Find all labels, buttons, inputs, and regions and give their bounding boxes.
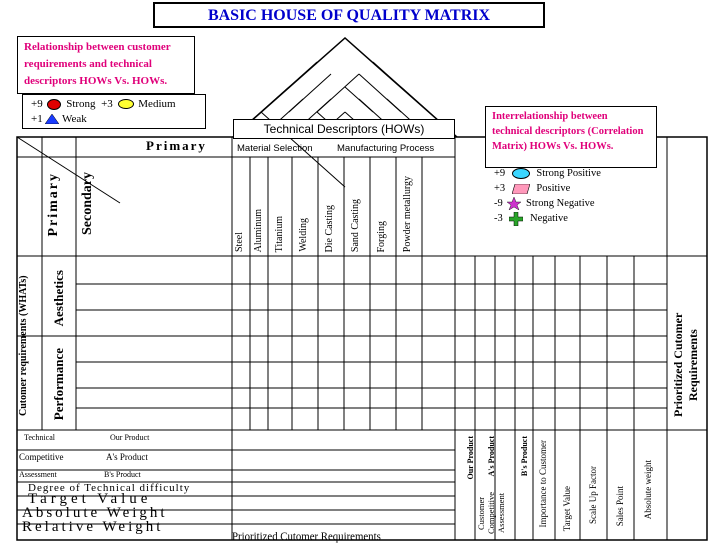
- oval-icon: [118, 99, 134, 109]
- absolute-weight-col: Absolute weight: [643, 460, 653, 520]
- triangle-icon: [45, 114, 59, 124]
- legend-strong-positive-value: +9: [494, 168, 506, 179]
- correlation-legend: [494, 166, 664, 226]
- customer-primary-label: Primary: [46, 172, 61, 237]
- tech-competitive-label-1: Technical: [24, 433, 55, 442]
- customer-secondary-label: Secondary: [80, 172, 95, 235]
- cross-icon: [509, 212, 523, 226]
- star-icon: [507, 197, 521, 210]
- col-die-casting: Die Casting: [324, 204, 335, 252]
- col-forging: Forging: [376, 220, 387, 252]
- performance-label: Performance: [51, 348, 66, 421]
- parallelogram-icon: [512, 184, 530, 194]
- col-titanium: Titanium: [274, 215, 285, 252]
- requirement-rows: [17, 284, 707, 430]
- legend-weak-label: Weak: [62, 113, 87, 125]
- our-product-row: Our Product: [110, 433, 150, 442]
- customer-requirements-label: Cutomer requirements (WHATs): [18, 275, 29, 417]
- legend-positive-value: +3: [494, 183, 506, 194]
- prioritized-customer-requirements-bottom: Prioritized Cutomer Requirements: [232, 529, 381, 543]
- legend-negative-label: Negative: [530, 213, 568, 224]
- legend-weak-value: +1: [31, 113, 43, 125]
- degree-difficulty-label: Degree of Technical difficulty: [28, 482, 191, 494]
- legend-strong-positive-label: Strong Positive: [536, 168, 601, 179]
- relationship-legend: [22, 94, 206, 129]
- tech-competitive-label-2: Competitive: [19, 452, 64, 462]
- legend-medium-value: +3: [101, 98, 113, 110]
- aesthetics-label: Aesthetics: [51, 270, 66, 327]
- legend-strong-negative-label: Strong Negative: [526, 198, 595, 209]
- legend-medium-label: Medium: [138, 98, 176, 110]
- absolute-weight-label: Absolute Weight: [22, 505, 168, 521]
- tech-columns: [250, 137, 455, 540]
- legend-strong-value: +9: [31, 98, 43, 110]
- tech-descriptors-header: Technical Descriptors (HOWs): [233, 119, 455, 139]
- customer-competitive-assessment: Customer Competitive Assessment: [476, 491, 506, 535]
- interrelationship-text: Interrelationship between technical descriptors (Correlation Matrix) HOWs Vs. HOWs.: [492, 111, 644, 152]
- relationship-box: [17, 36, 195, 94]
- right-b-product: B's Product: [520, 436, 529, 477]
- a-product-row: A's Product: [106, 452, 148, 462]
- col-powder-metallurgy: Powder metallurgy: [402, 175, 413, 252]
- interrelationship-box: [485, 106, 657, 168]
- col-sand-casting: Sand Casting: [350, 198, 361, 252]
- material-selection-label: Material Selection: [237, 143, 313, 154]
- manufacturing-process-label: Manufacturing Process: [337, 143, 435, 154]
- relationship-text: Relationship between customer requirements and technical descriptors HOWs Vs. HOWs.: [24, 41, 171, 87]
- sales-point: Sales Point: [615, 486, 625, 527]
- right-a-product: A's Product: [487, 436, 496, 477]
- page-title: BASIC HOUSE OF QUALITY MATRIX: [153, 2, 545, 28]
- importance-to-customer: Importance to Customer: [538, 440, 548, 528]
- col-steel: Steel: [234, 232, 245, 252]
- oval-icon: [512, 168, 530, 179]
- right-target-value: Target Value: [562, 486, 572, 532]
- target-value-label: Target Value: [28, 491, 152, 507]
- prioritized-customer-requirements-right: Prioritized Cutomer Requirements: [671, 312, 700, 418]
- col-aluminum: Aluminum: [253, 208, 264, 252]
- relative-weight-label: Relative Weight: [22, 519, 164, 535]
- right-our-product: Our Product: [466, 436, 475, 480]
- tech-competitive-label-3: Assessment: [19, 470, 57, 479]
- scale-up-factor: Scale Up Factor: [588, 466, 598, 524]
- legend-positive-label: Positive: [536, 183, 571, 194]
- b-product-row: B's Product: [104, 470, 141, 479]
- legend-strong-label: Strong: [66, 98, 96, 110]
- tech-primary-label: Primary: [146, 138, 207, 153]
- col-welding: Welding: [298, 218, 309, 252]
- filled-circle-icon: [47, 99, 61, 110]
- legend-negative-value: -3: [494, 213, 503, 224]
- legend-strong-negative-value: -9: [494, 198, 503, 209]
